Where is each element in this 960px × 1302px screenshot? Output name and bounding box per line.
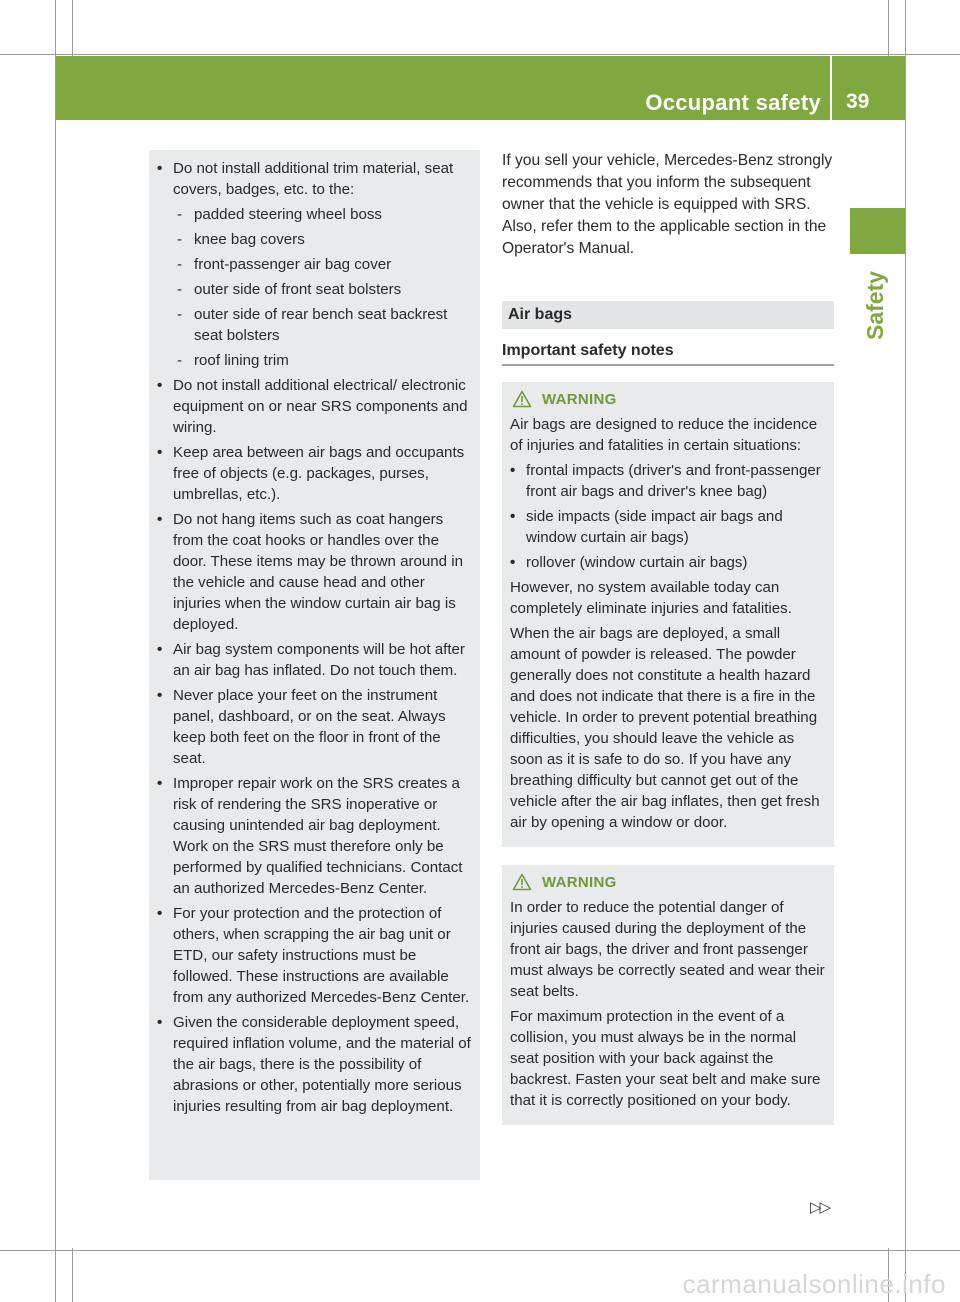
bullet-glyph: • [157, 1014, 163, 1031]
bullet-glyph: • [157, 775, 163, 792]
header-title: Occupant safety [645, 90, 821, 115]
bullet-glyph: • [510, 508, 516, 525]
bullet-glyph: • [157, 160, 163, 177]
sub-list-item-text: padded steering wheel boss [194, 206, 382, 223]
continue-arrow-icon: ▷▷ [810, 1199, 830, 1216]
list-item [157, 1012, 474, 1117]
dash-glyph: - [177, 352, 183, 369]
dash-glyph: - [177, 231, 183, 248]
left-bullet-list [157, 158, 474, 1117]
list-item-text: side impacts (side impact air bags and window curtain air bags) [526, 508, 783, 546]
crop-mark [72, 1248, 73, 1302]
watermark: carmanualsonline.info [682, 1269, 946, 1299]
list-item [510, 460, 828, 502]
dash-glyph: - [177, 306, 183, 323]
bullet-glyph: • [510, 462, 516, 479]
sub-list-item [173, 304, 474, 346]
sub-list-item [173, 204, 474, 225]
sub-list-item [173, 279, 474, 300]
warning-box [502, 865, 834, 1125]
list-item-text: rollover (window curtain air bags) [526, 554, 748, 571]
bullet-glyph: • [510, 554, 516, 571]
header-divider [830, 56, 832, 120]
list-item [157, 442, 474, 505]
bullet-glyph: • [157, 444, 163, 461]
crop-mark [0, 54, 960, 55]
bullet-glyph: • [157, 687, 163, 704]
sub-list-item-text: knee bag covers [194, 231, 305, 248]
sub-list-item-text: outer side of rear bench seat backrest seat bolsters [194, 306, 448, 344]
bullet-glyph: • [157, 377, 163, 394]
list-item [510, 506, 828, 548]
list-item-text: Given the considerable deployment speed, required inflation volume, and the material of the air bags, there is the possibility of abrasions or other, potentially more serious injuries resulting from air bag deployment. [173, 1014, 471, 1115]
list-item-text: Keep area between air bags and occupants free of objects (e.g. packages, purses, umbrellas, etc.). [173, 444, 465, 503]
side-tab-label: Safety [862, 270, 888, 340]
list-item-text: Improper repair work on the SRS creates a risk of rendering the SRS inoperative or causing unintended air bag deployment. Work on the SRS must therefore only be performed by qualified technicians. Contact an authorized Mercedes-Benz Center. [173, 775, 463, 897]
section-heading: Air bags [502, 301, 834, 329]
warning-header [510, 390, 828, 408]
dash-glyph: - [177, 206, 183, 223]
dash-glyph: - [177, 281, 183, 298]
sub-list-item [173, 229, 474, 250]
crop-mark [905, 0, 906, 1302]
warning-paragraph: For maximum protection in the event of a collision, you must always be in the normal seat position with your back against the backrest. Fasten your seat belt and make sure that it is correctly positioned on your body. [510, 1008, 821, 1109]
crop-mark [888, 0, 889, 56]
intro-paragraph: If you sell your vehicle, Mercedes-Benz strongly recommends that you inform the subsequent owner that the vehicle is equipped with SRS. Also, refer them to the applicable section in the Operator's Manual. [502, 152, 833, 257]
sub-list-item [173, 350, 474, 371]
list-item-text: Do not install additional trim material, seat covers, badges, etc. to the: [173, 160, 454, 198]
list-item-text: Never place your feet on the instrument panel, dashboard, or on the seat. Always keep both feet on the floor in front of the seat. [173, 687, 446, 767]
warning-bullet-list [510, 460, 828, 573]
list-item [157, 685, 474, 769]
warning-triangle-icon [512, 873, 532, 891]
list-item [510, 552, 828, 573]
bullet-glyph: • [157, 641, 163, 658]
bullet-glyph: • [157, 905, 163, 922]
sub-list [173, 204, 474, 371]
sub-list-item [173, 254, 474, 275]
list-item-text: frontal impacts (driver's and front-passenger front air bags and driver's knee bag) [526, 462, 821, 500]
warning-box [502, 382, 834, 847]
crop-mark [55, 0, 56, 1302]
warning-triangle-icon [512, 390, 532, 408]
dash-glyph: - [177, 256, 183, 273]
bullet-glyph: • [157, 511, 163, 528]
list-item [157, 773, 474, 899]
sub-list-item-text: outer side of front seat bolsters [194, 281, 402, 298]
warning-paragraph: However, no system available today can completely eliminate injuries and fatalities. [510, 579, 792, 617]
list-item [157, 158, 474, 371]
list-item [157, 509, 474, 635]
list-item [157, 639, 474, 681]
warning-title: WARNING [542, 873, 617, 891]
sub-list-item-text: roof lining trim [194, 352, 289, 369]
page-number: 39 [846, 90, 870, 113]
warning-title: WARNING [542, 390, 617, 408]
subheading: Important safety notes [502, 342, 834, 366]
sub-list-item-text: front-passenger air bag cover [194, 256, 392, 273]
crop-mark [72, 0, 73, 56]
list-item-text: Do not hang items such as coat hangers from the coat hooks or handles over the door. These items may be thrown around in the vehicle and cause head and other injuries when the window curtain air bag is deployed. [173, 511, 464, 633]
list-item-text: Do not install additional electrical/ electronic equipment on or near SRS components and wiring. [173, 377, 468, 436]
list-item-text: For your protection and the protection of others, when scrapping the air bag unit or ETD, our safety instructions must be followed. These instructions are available from any authorized Mercedes-Benz Center. [173, 905, 470, 1006]
warning-paragraph: In order to reduce the potential danger of injuries caused during the deployment of the front air bags, the driver and front passenger must always be correctly seated and wear their seat belts. [510, 899, 825, 1000]
right-column [502, 150, 834, 1125]
warning-paragraph: When the air bags are deployed, a small amount of powder is released. The powder generally does not constitute a health hazard and does not indicate that there is a fire in the vehicle. In order to prevent potential breathing difficulties, you should leave the vehicle as soon as it is safe to do so. If you have any breathing difficulty but cannot get out of the vehicle after the air bag inflates, then get fresh air by opening a window or door. [510, 625, 820, 831]
list-item [157, 903, 474, 1008]
list-item-text: Air bag system components will be hot after an air bag has inflated. Do not touch them. [173, 641, 465, 679]
left-column-box [149, 150, 480, 1180]
warning-header [510, 873, 828, 891]
warning-paragraph: Air bags are designed to reduce the incidence of injuries and fatalities in certain situations: [510, 416, 818, 454]
list-item [157, 375, 474, 438]
crop-mark [0, 1250, 960, 1251]
side-tab [850, 208, 905, 254]
